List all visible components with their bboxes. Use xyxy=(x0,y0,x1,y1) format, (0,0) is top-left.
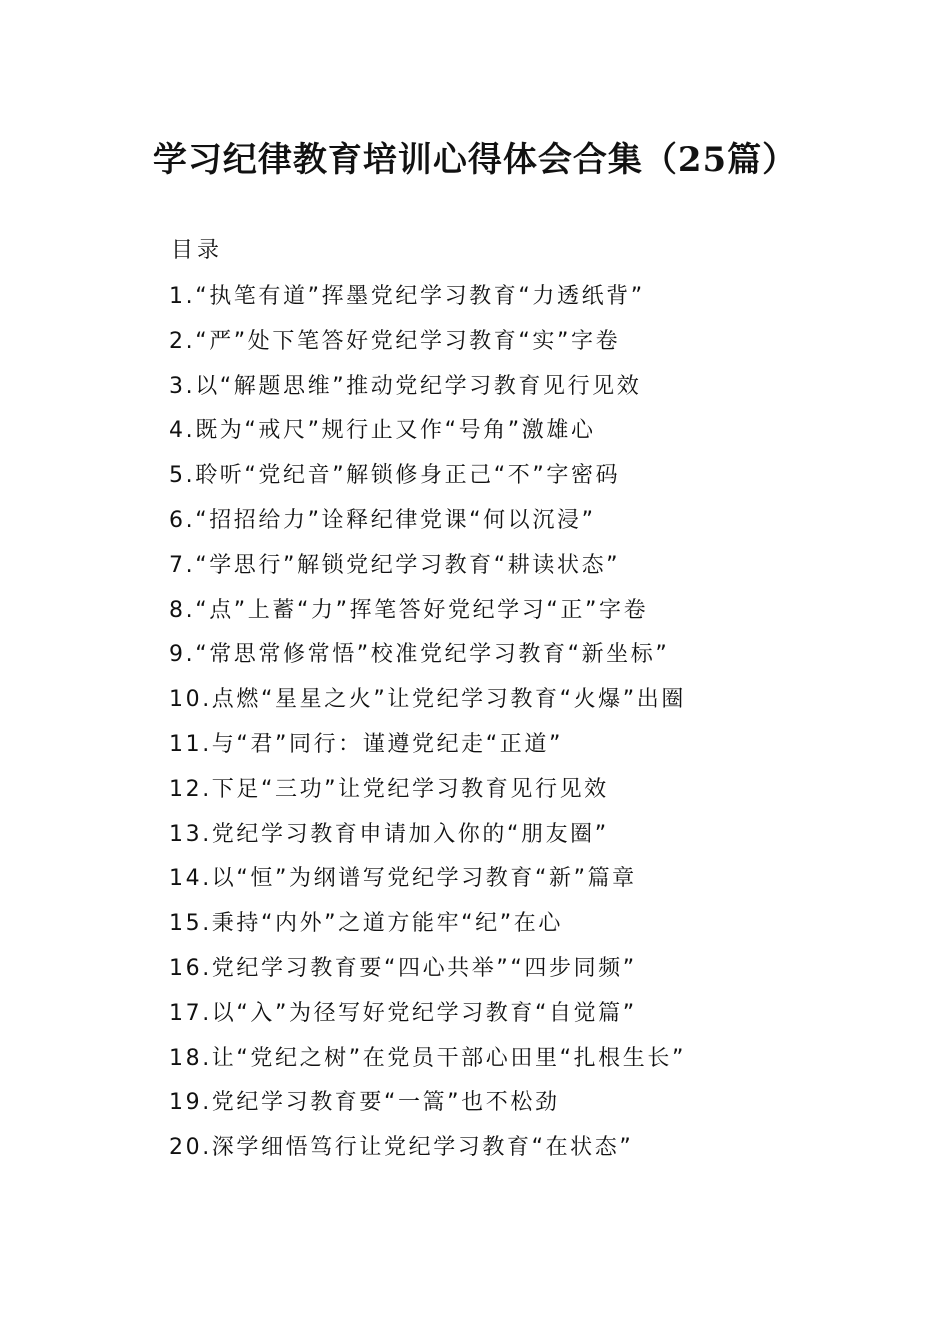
toc-item: 12.下足“三功”让党纪学习教育见行见效 xyxy=(169,776,609,802)
toc-item: 8.“点”上蓄“力”挥笔答好党纪学习“正”字卷 xyxy=(169,597,649,623)
toc-item: 6.“招招给力”诠释纪律党课“何以沉浸” xyxy=(169,507,596,533)
toc-item: 9.“常思常修常悟”校准党纪学习教育“新坐标” xyxy=(169,642,670,668)
toc-item: 14.以“恒”为纲谱写党纪学习教育“新”篇章 xyxy=(169,866,637,892)
toc-item: 10.点燃“星星之火”让党纪学习教育“火爆”出圈 xyxy=(169,687,686,713)
toc-item: 1.“执笔有道”挥墨党纪学习教育“力透纸背” xyxy=(169,284,645,309)
toc-item: 7.“学思行”解锁党纪学习教育“耕读状态” xyxy=(169,552,621,578)
toc-item: 20.深学细悟笃行让党纪学习教育“在状态” xyxy=(169,1135,634,1161)
toc-item: 5.聆听“党纪音”解锁修身正己“不”字密码 xyxy=(169,463,621,489)
toc-item: 17.以“入”为径写好党纪学习教育“自觉篇” xyxy=(169,1000,637,1026)
toc-heading: 目录 xyxy=(171,238,224,263)
toc-item: 3.以“解题思维”推动党纪学习教育见行见效 xyxy=(169,373,642,399)
toc-item: 2.“严”处下笔答好党纪学习教育“实”字卷 xyxy=(169,328,621,354)
toc-item: 19.党纪学习教育要“一篙”也不松劲 xyxy=(169,1090,560,1116)
document-title: 学习纪律教育培训心得体会合集（25篇） xyxy=(152,140,798,180)
toc-item: 18.让“党纪之树”在党员干部心田里“扎根生长” xyxy=(169,1045,686,1071)
toc-item: 4.既为“戒尺”规行止又作“号角”激雄心 xyxy=(169,418,596,444)
toc-item: 11.与“君”同行：谨遵党纪走“正道” xyxy=(169,731,563,757)
toc-item: 15.秉持“内外”之道方能牢“纪”在心 xyxy=(169,911,563,937)
toc-list xyxy=(169,279,929,1175)
toc-item: 13.党纪学习教育申请加入你的“朋友圈” xyxy=(169,821,609,847)
toc-item: 16.党纪学习教育要“四心共举”“四步同频” xyxy=(169,955,637,981)
